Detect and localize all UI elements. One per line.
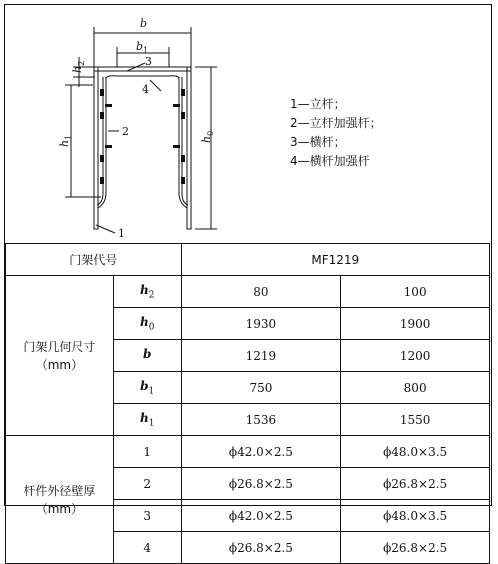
legend-item: 4—横杆加强杆 — [290, 154, 370, 168]
row-number: 4 — [113, 532, 181, 564]
group-label-geometry: 门架几何尺寸 （mm） — [6, 276, 114, 436]
table-row — [6, 436, 490, 468]
callout-3: 3 — [145, 55, 152, 68]
cell-value: 100 — [341, 276, 490, 308]
cell-value: ϕ26.8×2.5 — [341, 532, 490, 564]
dim-label-h2: $h_2$ — [71, 60, 86, 73]
header-model: MF1219 — [181, 244, 489, 276]
legend-item: 1—立杆； — [290, 97, 346, 111]
cell-value: 1930 — [181, 308, 341, 340]
row-symbol: $b_1$ — [113, 372, 181, 404]
cell-value: 1550 — [341, 404, 490, 436]
header-label: 门架代号 — [6, 244, 182, 276]
cell-value: ϕ48.0×3.5 — [341, 436, 490, 468]
row-symbol: $h_1$ — [113, 404, 181, 436]
cell-value: ϕ42.0×2.5 — [181, 500, 341, 532]
cell-value: 1536 — [181, 404, 341, 436]
cell-value: 750 — [181, 372, 341, 404]
cell-value: ϕ48.0×3.5 — [341, 500, 490, 532]
callout-1: 1 — [118, 227, 125, 240]
dim-label-b: b — [140, 17, 148, 30]
cell-value: ϕ26.8×2.5 — [341, 468, 490, 500]
cell-value: 800 — [341, 372, 490, 404]
leader-1 — [96, 225, 115, 233]
group-label-tube: 杆件外径壁厚 （mm） — [6, 436, 114, 564]
row-number: 2 — [113, 468, 181, 500]
row-number: 1 — [113, 436, 181, 468]
rung-marks — [100, 89, 185, 184]
callout-4: 4 — [142, 83, 149, 96]
row-symbol: $h_0$ — [113, 308, 181, 340]
row-number: 3 — [113, 500, 181, 532]
row-symbol: $h_2$ — [113, 276, 181, 308]
dim-label-h1: $h_1$ — [58, 134, 73, 147]
table-row — [6, 276, 490, 308]
legend-item: 2—立杆加强杆； — [290, 116, 382, 130]
cell-value: ϕ26.8×2.5 — [181, 468, 341, 500]
spec-table — [5, 243, 490, 564]
cell-value: ϕ42.0×2.5 — [181, 436, 341, 468]
leader-4 — [150, 80, 161, 91]
door-frame-drawing — [5, 5, 285, 241]
cell-value: 1219 — [181, 340, 341, 372]
dim-label-h0: $h_0$ — [200, 130, 215, 143]
cell-value: 1200 — [341, 340, 490, 372]
legend-item: 3—横杆； — [290, 135, 346, 149]
figure-legend — [290, 95, 382, 171]
spec-frame — [4, 4, 492, 555]
reinforcing-post-right-inner — [179, 77, 187, 208]
cell-value: 80 — [181, 276, 341, 308]
cell-value: ϕ26.8×2.5 — [181, 532, 341, 564]
dim-label-b1: $b_1$ — [136, 40, 149, 55]
cell-value: 1900 — [341, 308, 490, 340]
door-frame-figure — [5, 5, 490, 244]
crossbar — [94, 67, 191, 71]
reinforcing-post-left-inner — [98, 77, 106, 208]
table-header-row — [6, 244, 490, 276]
row-symbol: b — [113, 340, 181, 372]
callout-2: 2 — [122, 125, 129, 138]
